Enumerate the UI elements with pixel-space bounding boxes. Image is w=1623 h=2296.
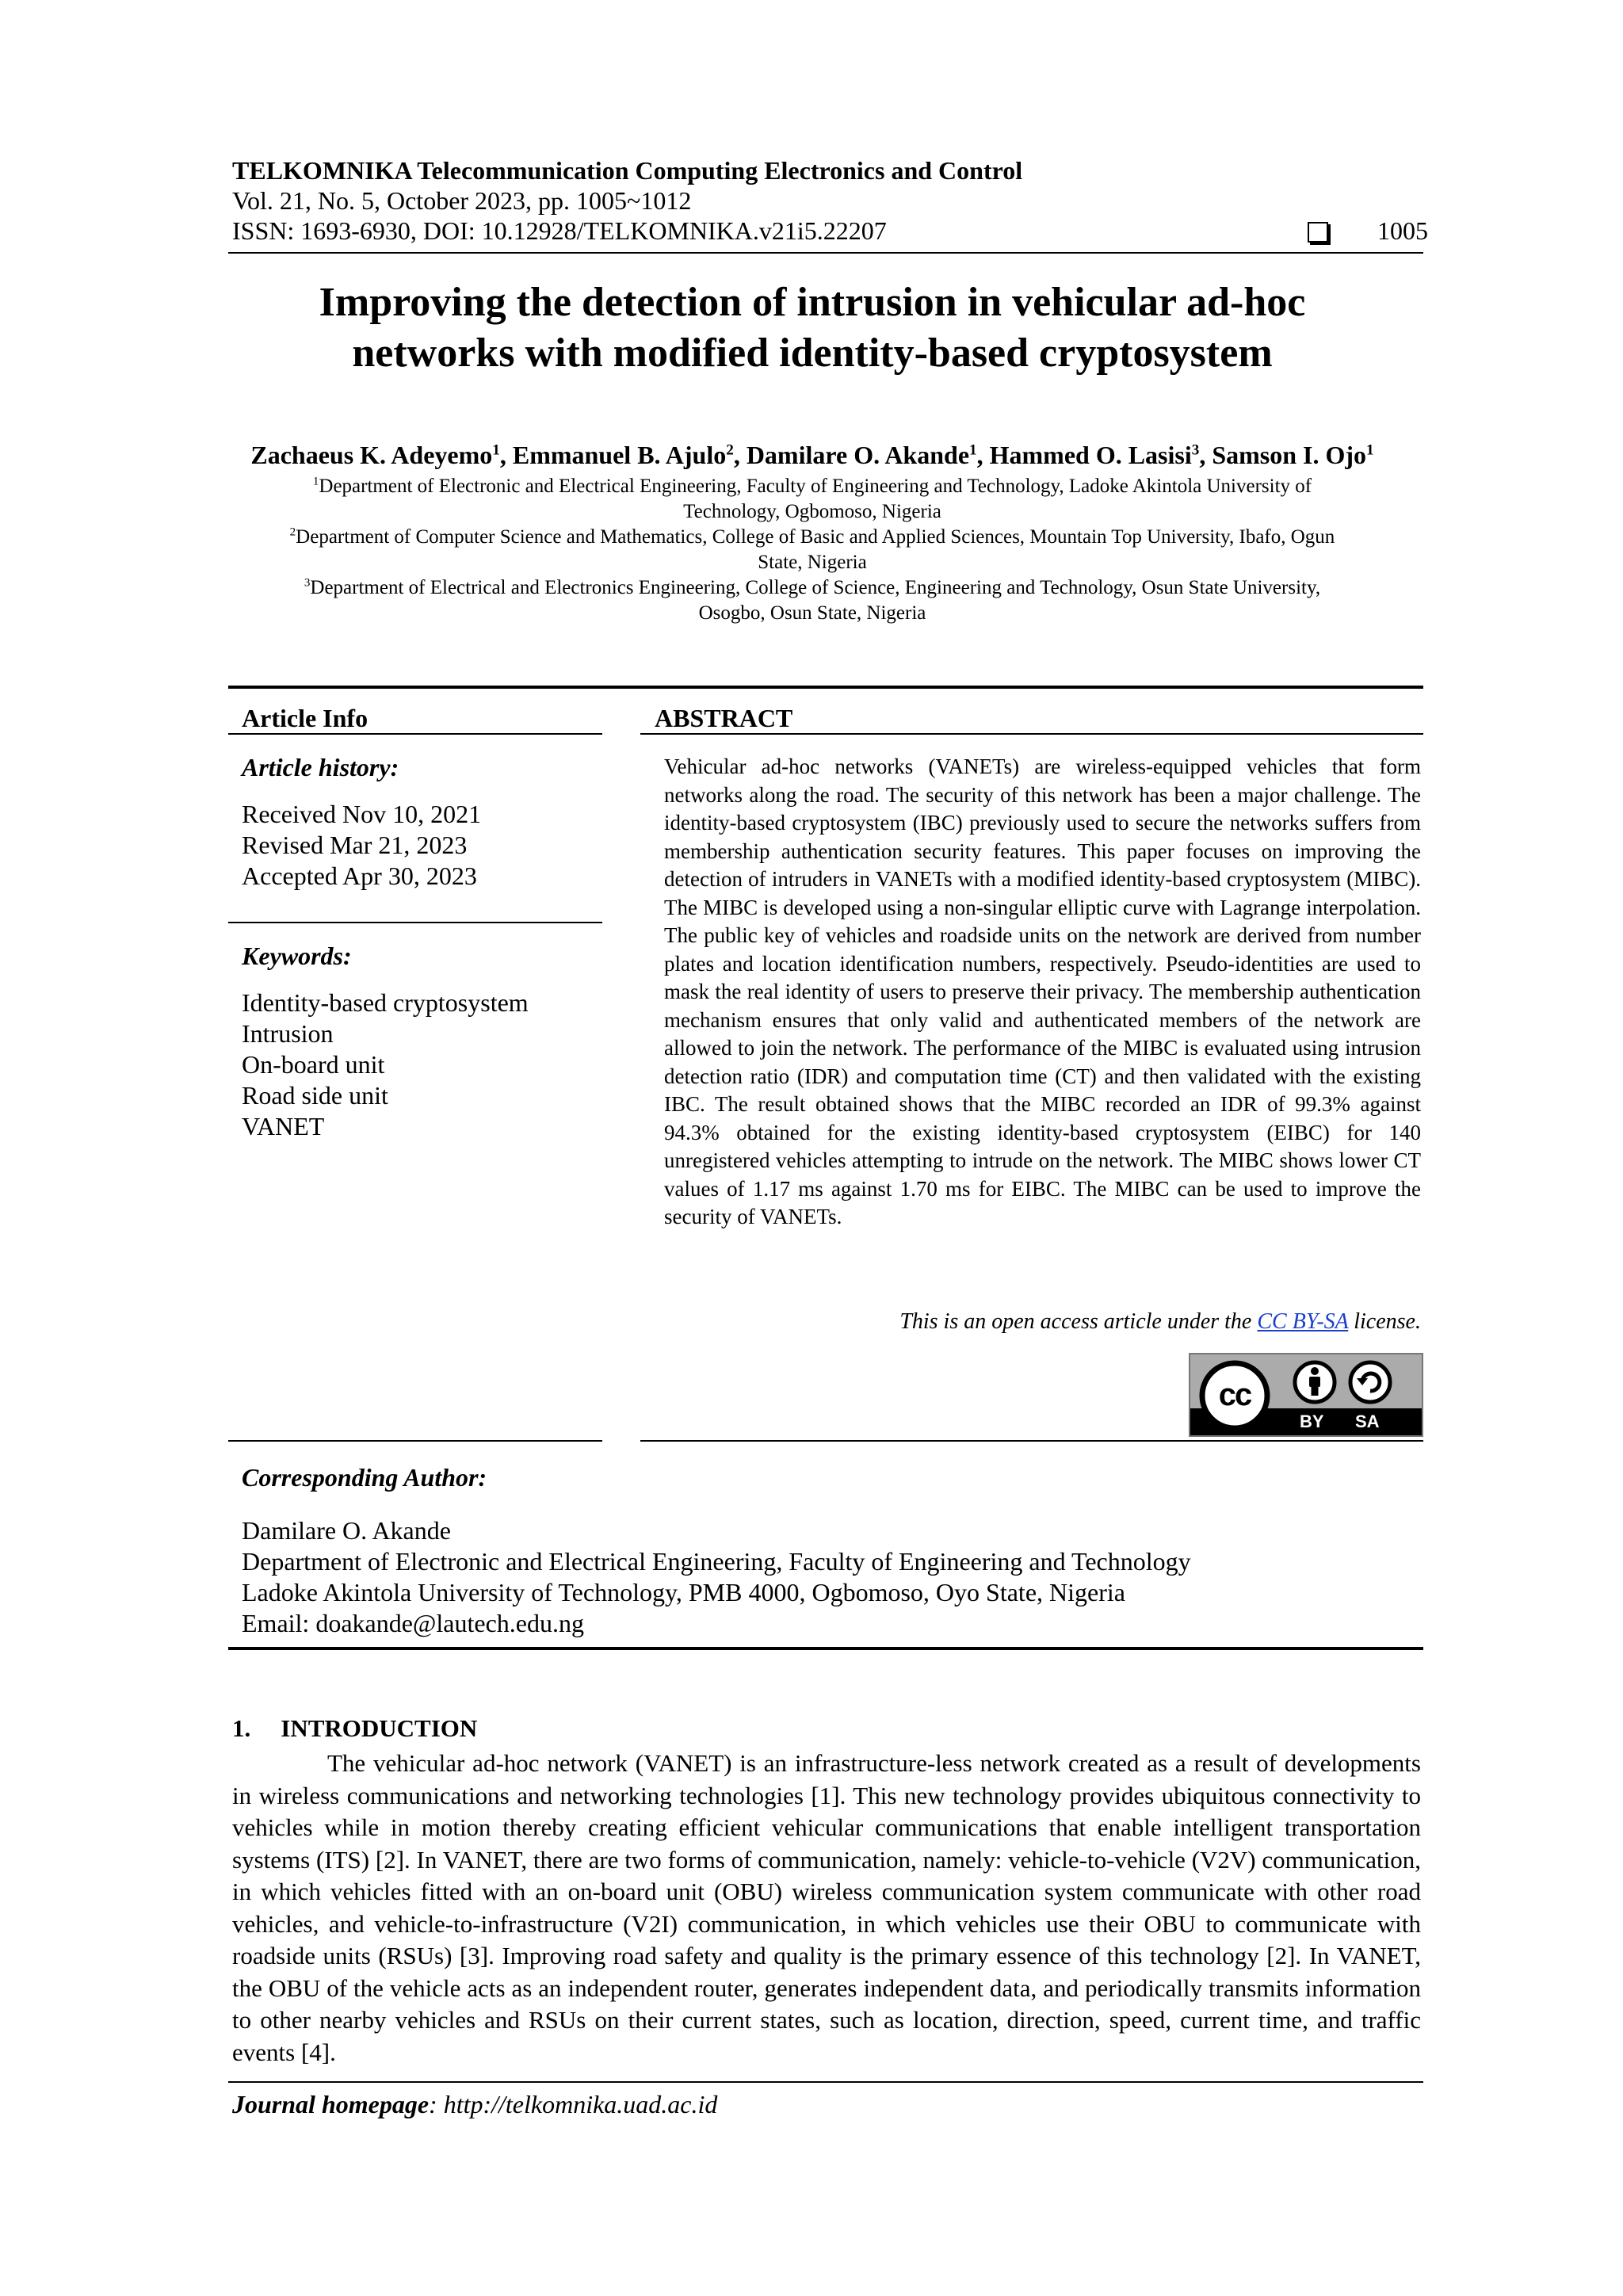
author-affil-mark: 1	[492, 441, 500, 459]
corresponding-heading: Corresponding Author:	[242, 1463, 487, 1492]
affil-text: Department of Computer Science and Mathematics, College of Basic and Applied Sciences, Mountain Top University, Ibafo, Ogun	[296, 526, 1335, 548]
abstract-heading: ABSTRACT	[655, 704, 793, 732]
by-label: BY	[1300, 1412, 1324, 1431]
license-prefix: This is an open access article under the	[899, 1309, 1258, 1334]
introduction-heading	[232, 1714, 477, 1743]
corresponding-name: Damilare O. Akande	[242, 1516, 451, 1545]
corresponding-email[interactable]: Email: doakande@lautech.edu.ng	[242, 1609, 584, 1637]
sa-label: SA	[1355, 1412, 1380, 1431]
article-info-heading: Article Info	[242, 704, 369, 732]
title-line: Improving the detection of intrusion in vehicular ad-hoc	[319, 280, 1306, 325]
affil-text: State, Nigeria	[758, 552, 867, 573]
corresponding-address: Ladoke Akintola University of Technology, PMB 4000, Ogbomoso, Oyo State, Nigeria	[242, 1578, 1125, 1606]
author-affil-mark: 1	[969, 441, 977, 459]
homepage-url[interactable]: http://telkomnika.uad.ac.id	[443, 2090, 718, 2118]
author-name: Zachaeus K. Adeyemo	[250, 441, 493, 469]
author-name: Samson I. Ojo	[1212, 441, 1367, 469]
introduction-paragraph	[232, 1748, 1421, 2069]
author-affil-mark: 2	[726, 441, 734, 459]
cc-by-sa-badge[interactable]	[1189, 1353, 1423, 1437]
keywords-heading: Keywords:	[242, 942, 352, 970]
license-suffix: license.	[1348, 1309, 1421, 1334]
abstract-bottom-rule	[640, 1440, 1423, 1442]
history-rule	[228, 922, 602, 923]
corresponding-dept: Department of Electronic and Electrical Engineering, Faculty of Engineering and Technology	[242, 1547, 1191, 1576]
info-bottom-rule	[228, 1647, 1423, 1650]
homepage-label: Journal homepage	[232, 2090, 430, 2118]
keyword-item: VANET	[242, 1112, 325, 1140]
section-number: 1.	[232, 1714, 251, 1742]
introduction-text: The vehicular ad-hoc network (VANET) is an infrastructure-less network created as a result of developments in wireless communications and networking technologies [1]. This new technology provides ubiquitous connectivity to vehicles while in motion thereby creating efficient vehicular communications that enable intelligent transportation systems (ITS) [2]. In VANET, there are two forms of communication, namely: vehicle-to-vehicle (V2V) communication, in which vehicles fitted with an on-board unit (OBU) wireless communication system communicate with other road vehicles, and vehicle-to-infrastructure (V2I) communication, in which vehicles use their OBU to communicate with roadside units (RSUs) [3]. Improving road safety and quality is the primary essence of this technology [2]. In VANET, the OBU of the vehicle acts as an independent router, generates independent data, and periodically transmits information to other nearby vehicles and RSUs on their current states, such as location, direction, speed, current time, and traffic events [4].	[232, 1749, 1421, 2066]
affil-mark: 3	[304, 576, 311, 590]
page-box-icon	[1308, 222, 1328, 243]
cc-label: cc	[1218, 1377, 1251, 1412]
affil-text: Department of Electronic and Electrical Engineering, Faculty of Engineering and Technology, Ladoke Akintola University of	[319, 476, 1312, 497]
author-list: Zachaeus K. Adeyemo$^1$, Emmanuel B. Ajulo$^2$, Damilare O. Akande$^1$, Hammed O. Lasisi$^3$, Samson I. Ojo$^1$	[250, 441, 1374, 469]
affil-mark: 1	[312, 475, 319, 488]
issn-doi: ISSN: 1693-6930, DOI: 10.12928/TELKOMNIKA.v21i5.22207	[232, 216, 887, 245]
keyword-item: Identity-based cryptosystem	[242, 988, 529, 1017]
section-title: INTRODUCTION	[281, 1714, 478, 1742]
author-name: Emmanuel B. Ajulo	[512, 441, 727, 469]
author-name: Damilare O. Akande	[746, 441, 970, 469]
cc-by-sa-link[interactable]: CC BY-SA	[1257, 1309, 1349, 1334]
history-heading: Article history:	[242, 753, 399, 781]
share-alike-icon	[1347, 1359, 1393, 1405]
keyword-item: Intrusion	[242, 1019, 334, 1048]
author-name: Hammed O. Lasisi	[989, 441, 1192, 469]
corresponding-details	[242, 1515, 1191, 1639]
history-item: Received Nov 10, 2021	[242, 800, 482, 828]
volume-info: Vol. 21, No. 5, October 2023, pp. 1005~1012	[232, 186, 692, 215]
abstract-rule	[640, 733, 1423, 735]
journal-homepage: Journal homepage: http://telkomnika.uad.ac.id	[232, 2090, 718, 2118]
affiliation	[238, 474, 1387, 525]
affil-text: Department of Electrical and Electronics Engineering, College of Science, Engineering and Technology, Osun State University,	[310, 577, 1321, 598]
license-note	[664, 1309, 1421, 1335]
page-number: 1005	[1377, 216, 1428, 245]
author-affil-mark: 1	[1366, 441, 1374, 459]
history-list	[242, 799, 481, 892]
title-line: networks with modified identity-based cryptosystem	[352, 330, 1273, 376]
keyword-item: Road side unit	[242, 1081, 388, 1110]
attribution-icon	[1292, 1359, 1338, 1405]
history-item: Accepted Apr 30, 2023	[242, 861, 477, 890]
affiliation	[238, 575, 1387, 626]
keyword-item: On-board unit	[242, 1050, 385, 1079]
affiliation	[238, 525, 1387, 575]
author-affil-mark: 3	[1191, 441, 1200, 459]
affil-mark: 2	[289, 525, 296, 539]
abstract-text: Vehicular ad-hoc networks (VANETs) are wireless-equipped vehicles that form networks along the road. The security of this network has been a major challenge. The identity-based cryptosystem (IBC) previously used to secure the networks suffers from membership authentication security features. This paper focuses on improving the detection of intruders in VANETs with a modified identity-based cryptosystem (MIBC). The MIBC is developed using a non-singular elliptic curve with Lagrange interpolation. The public key of vehicles and roadside units on the network are derived from number plates and location identification numbers, respectively. Pseudo-identities are used to mask the real identity of users to preserve their privacy. The membership authentication mechanism ensures that only valid and authenticated members of the network are allowed to join the network. The performance of the MIBC is evaluated using intrusion detection ratio (IDR) and computation time (CT) and then validated with the existing IBC. The result obtained shows that the MIBC recorded an IDR of 99.3% against 94.3% obtained for the existing identity-based cryptosystem (EIBC) for 140 unregistered vehicles attempting to intrude on the network. The MIBC shows lower CT values of 1.17 ms against 1.70 ms for EIBC. The MIBC can be used to improve the security of VANETs.	[664, 755, 1421, 1228]
article-info-rule	[228, 733, 602, 735]
journal-name: TELKOMNIKA Telecommunication Computing Electronics and Control	[232, 156, 1023, 185]
affil-text: Technology, Ogbomoso, Nigeria	[683, 501, 941, 522]
header-rule	[228, 252, 1423, 254]
info-top-rule	[228, 686, 1423, 689]
paper-title	[182, 277, 1442, 379]
footer-rule	[228, 2081, 1423, 2083]
keywords-list	[242, 988, 529, 1142]
keywords-rule	[228, 1440, 602, 1442]
history-item: Revised Mar 21, 2023	[242, 831, 468, 859]
affil-text: Osogbo, Osun State, Nigeria	[698, 602, 926, 624]
